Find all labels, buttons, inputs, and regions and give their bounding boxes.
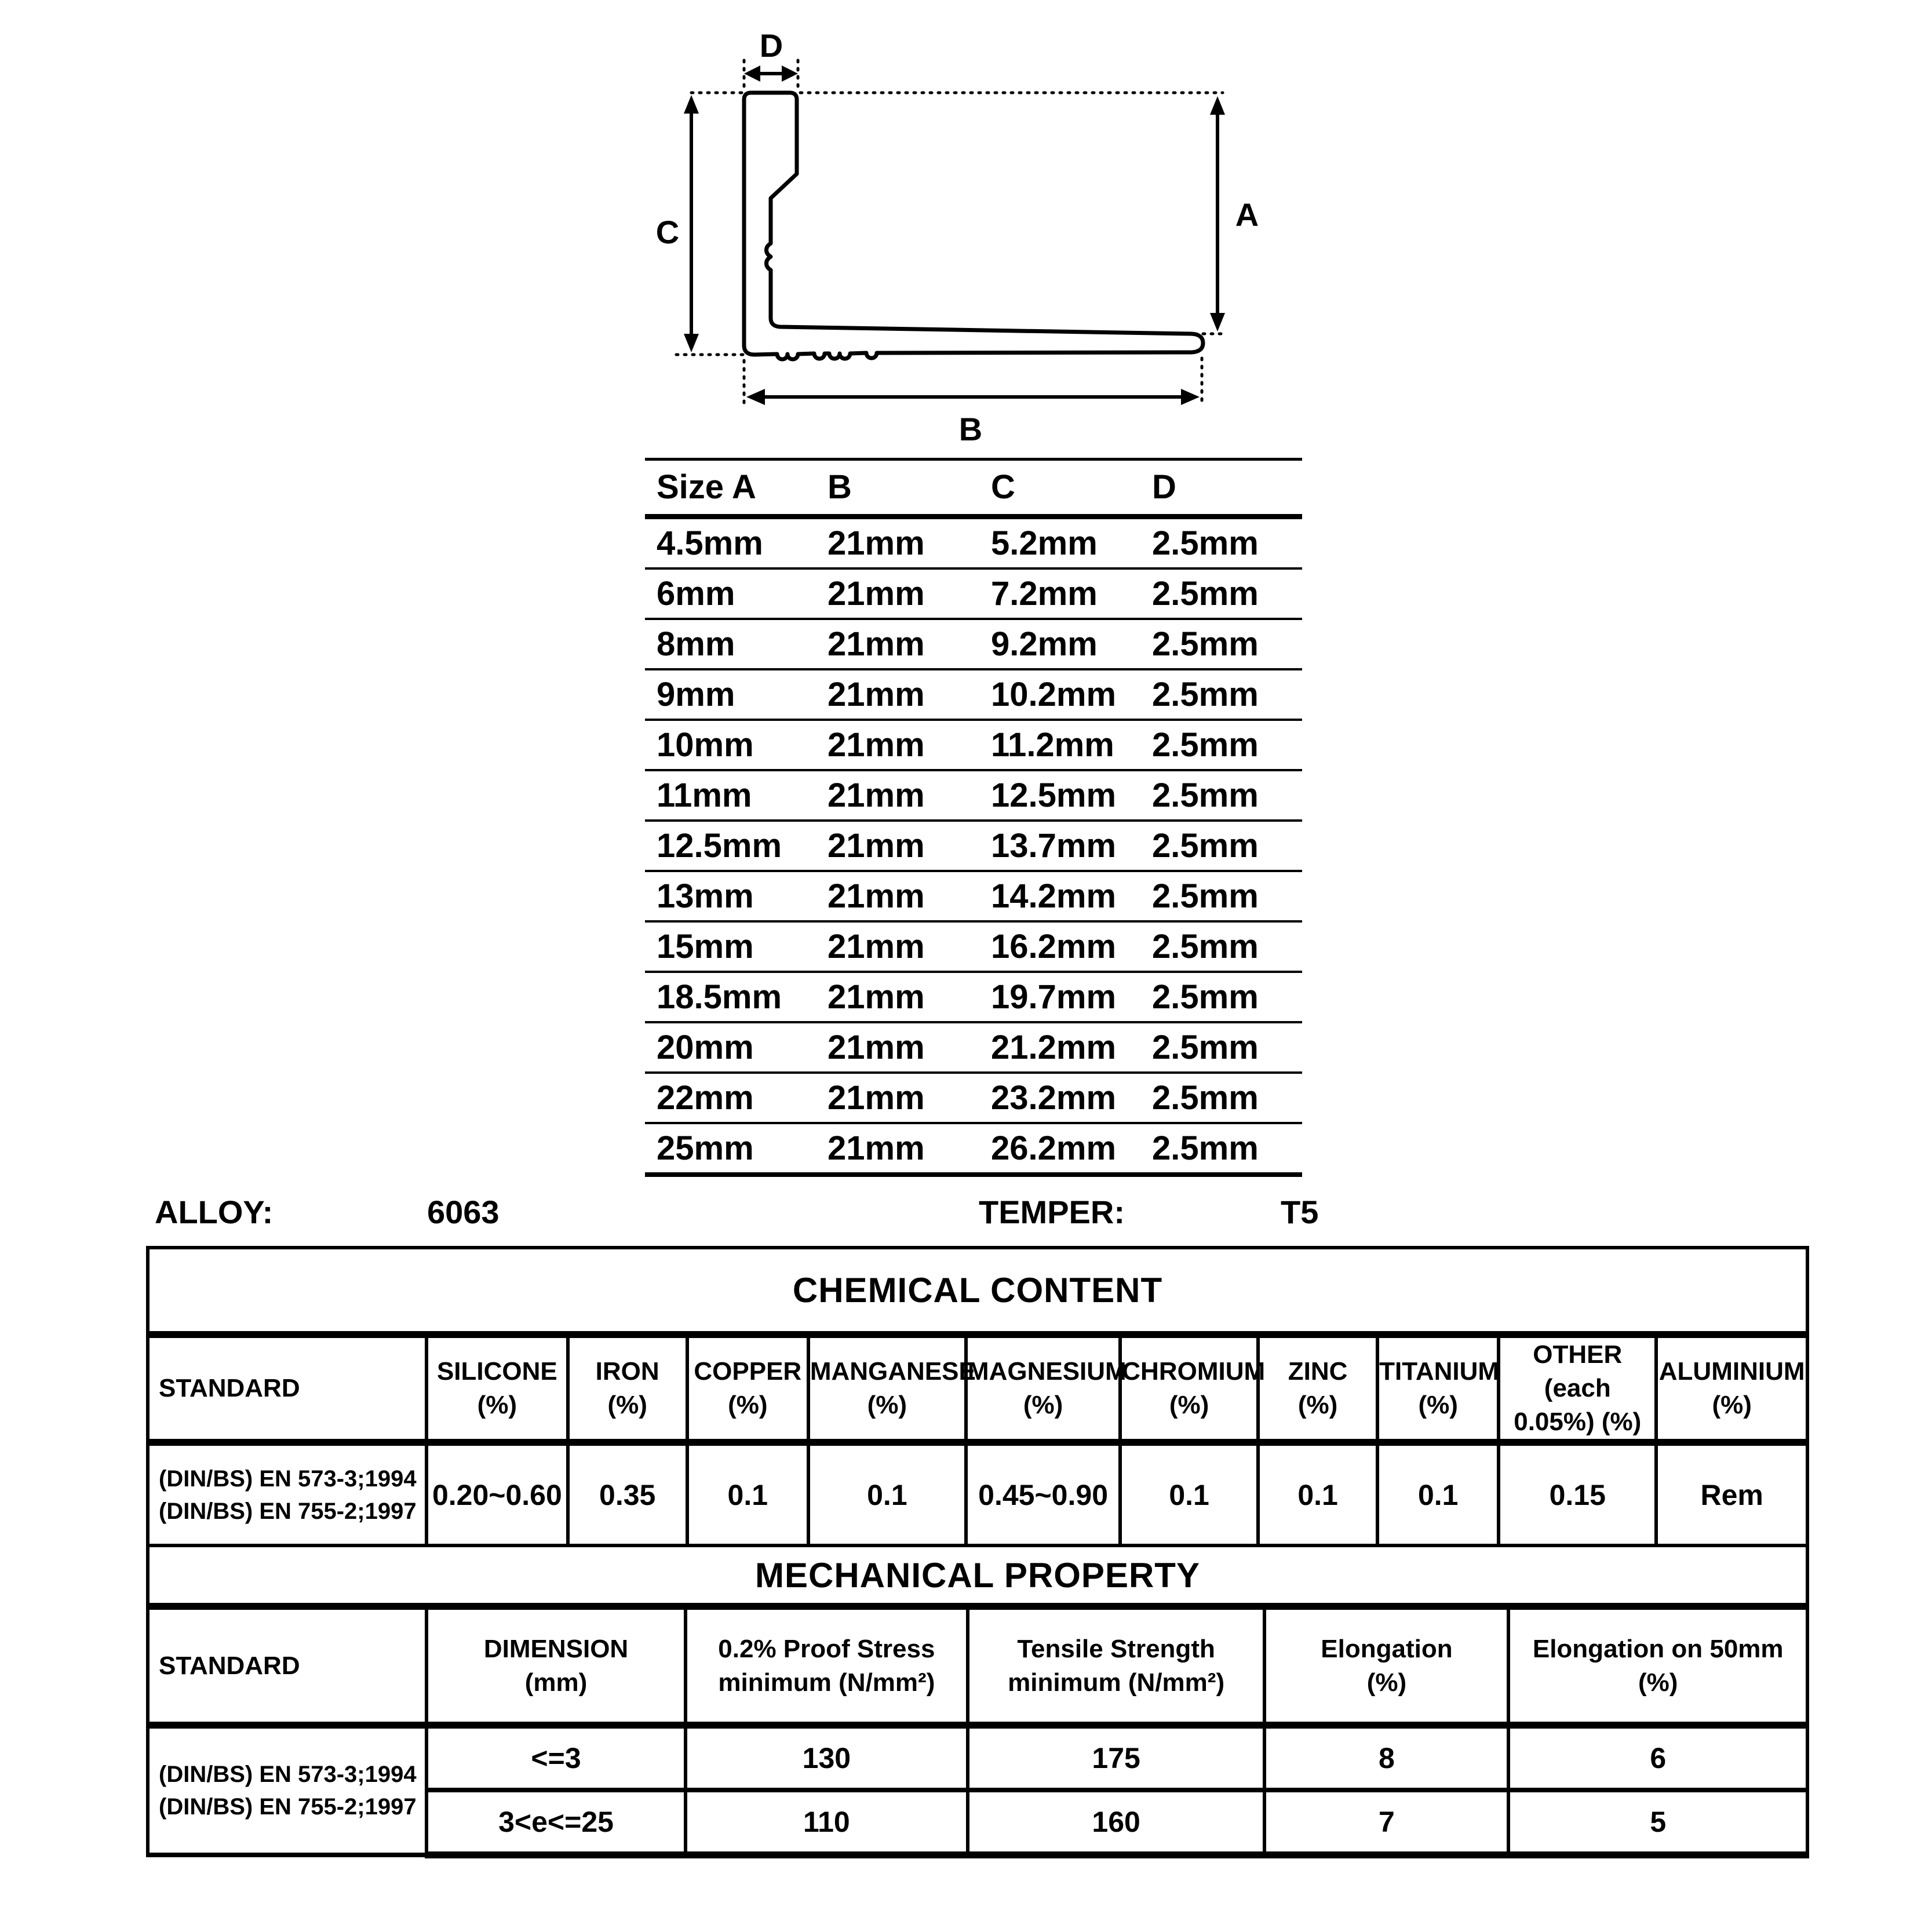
size-cell: 2.5mm <box>1140 921 1302 972</box>
mech-value: 130 <box>686 1725 968 1790</box>
size-cell: 7.2mm <box>979 568 1140 619</box>
arrowhead <box>782 65 798 82</box>
chem-value: 0.1 <box>1377 1442 1499 1545</box>
size-cell: 26.2mm <box>979 1123 1140 1175</box>
size-col-header-c: C <box>979 460 1140 517</box>
size-cell: 21mm <box>816 1022 979 1073</box>
chem-value: 0.45~0.90 <box>966 1442 1120 1545</box>
size-cell: 21mm <box>816 720 979 770</box>
mechanical-title: MECHANICAL PROPERTY <box>148 1545 1807 1606</box>
table-row <box>645 517 1302 569</box>
size-cell: 21mm <box>816 770 979 821</box>
alloy-value: 6063 <box>427 1194 500 1230</box>
table-row <box>645 568 1302 619</box>
chem-standard-cell: (DIN/BS) EN 573-3;1994 (DIN/BS) EN 755-2;1997 <box>148 1442 427 1545</box>
table-row <box>645 921 1302 972</box>
size-cell: 14.2mm <box>979 871 1140 921</box>
mech-col-header: 0.2% Proof Stress minimum (N/mm²) <box>686 1606 968 1725</box>
temper-label: TEMPER: <box>979 1194 1125 1230</box>
chem-value: 0.35 <box>568 1442 687 1545</box>
size-cell: 25mm <box>645 1123 816 1175</box>
size-cell: 2.5mm <box>1140 821 1302 871</box>
size-cell: 21mm <box>816 619 979 669</box>
size-cell: 16.2mm <box>979 921 1140 972</box>
size-cell: 10.2mm <box>979 669 1140 720</box>
chem-value: 0.1 <box>808 1442 966 1545</box>
chem-col-header: IRON (%) <box>568 1335 687 1442</box>
size-cell: 9mm <box>645 669 816 720</box>
chemical-header-row <box>148 1335 1807 1442</box>
arrowhead <box>684 334 699 352</box>
mech-standard-cell: (DIN/BS) EN 573-3;1994 (DIN/BS) EN 755-2;1997 <box>148 1725 427 1855</box>
size-cell: 13.7mm <box>979 821 1140 871</box>
size-cell: 15mm <box>645 921 816 972</box>
size-cell: 21mm <box>816 568 979 619</box>
size-cell: 5.2mm <box>979 517 1140 569</box>
size-cell: 23.2mm <box>979 1073 1140 1123</box>
table-row <box>645 1022 1302 1073</box>
mechanical-title-row <box>148 1545 1807 1606</box>
chem-col-header: ZINC (%) <box>1258 1335 1377 1442</box>
mech-value: <=3 <box>427 1725 686 1790</box>
chemical-title-row <box>148 1248 1807 1335</box>
size-cell: 21mm <box>816 517 979 569</box>
size-cell: 4.5mm <box>645 517 816 569</box>
size-cell: 2.5mm <box>1140 720 1302 770</box>
temper-value: T5 <box>1281 1194 1319 1230</box>
size-cell: 6mm <box>645 568 816 619</box>
size-table <box>645 458 1302 1177</box>
size-cell: 21.2mm <box>979 1022 1140 1073</box>
mech-col-header: STANDARD <box>148 1606 427 1725</box>
table-row <box>645 821 1302 871</box>
size-cell: 20mm <box>645 1022 816 1073</box>
arrowhead <box>744 65 760 82</box>
size-cell: 21mm <box>816 871 979 921</box>
arrowhead <box>1181 389 1200 405</box>
chem-col-header: MAGNESIUM (%) <box>966 1335 1120 1442</box>
size-cell: 8mm <box>645 619 816 669</box>
size-cell: 13mm <box>645 871 816 921</box>
size-cell: 19.7mm <box>979 972 1140 1022</box>
chem-col-header: OTHER (each 0.05%) (%) <box>1499 1335 1656 1442</box>
size-cell: 11.2mm <box>979 720 1140 770</box>
arrowhead <box>746 389 765 405</box>
table-row <box>645 669 1302 720</box>
size-cell: 22mm <box>645 1073 816 1123</box>
mech-col-header: Elongation (%) <box>1264 1606 1508 1725</box>
table-row <box>645 972 1302 1022</box>
size-cell: 2.5mm <box>1140 770 1302 821</box>
size-cell: 2.5mm <box>1140 568 1302 619</box>
chemical-data-row <box>148 1442 1807 1545</box>
profile-cross-section-diagram <box>637 12 1304 452</box>
mech-col-header: Elongation on 50mm (%) <box>1508 1606 1807 1725</box>
dim-label-d: D <box>759 27 783 64</box>
size-cell: 21mm <box>816 921 979 972</box>
mech-value: 160 <box>968 1790 1265 1855</box>
size-cell: 10mm <box>645 720 816 770</box>
chem-value: 0.1 <box>687 1442 808 1545</box>
arrowhead <box>684 95 699 114</box>
table-row <box>645 770 1302 821</box>
chem-value: 0.15 <box>1499 1442 1656 1545</box>
mech-value: 5 <box>1508 1790 1807 1855</box>
dim-label-b: B <box>958 411 983 447</box>
dim-label-c: C <box>655 214 680 250</box>
chem-col-header: CHROMIUM (%) <box>1120 1335 1258 1442</box>
mechanical-property-table <box>146 1544 1809 1858</box>
size-cell: 18.5mm <box>645 972 816 1022</box>
size-cell: 12.5mm <box>645 821 816 871</box>
size-cell: 2.5mm <box>1140 871 1302 921</box>
size-cell: 12.5mm <box>979 770 1140 821</box>
table-row <box>645 1123 1302 1175</box>
table-row <box>645 720 1302 770</box>
mech-value: 6 <box>1508 1725 1807 1790</box>
mechanical-data-row <box>148 1725 1807 1790</box>
size-table-header-row <box>645 460 1302 517</box>
size-col-header-d: D <box>1140 460 1302 517</box>
chem-col-header: TITANIUM (%) <box>1377 1335 1499 1442</box>
table-row <box>645 871 1302 921</box>
chem-value: 0.1 <box>1120 1442 1258 1545</box>
mech-value: 175 <box>968 1725 1265 1790</box>
arrowhead <box>1210 313 1225 331</box>
mech-col-header: Tensile Strength minimum (N/mm²) <box>968 1606 1265 1725</box>
size-cell: 21mm <box>816 821 979 871</box>
chem-col-header: ALUMINIUM (%) <box>1656 1335 1807 1442</box>
chem-col-header: COPPER (%) <box>687 1335 808 1442</box>
chem-value: Rem <box>1656 1442 1807 1545</box>
size-cell: 2.5mm <box>1140 517 1302 569</box>
chem-col-header: MANGANESE (%) <box>808 1335 966 1442</box>
size-cell: 21mm <box>816 972 979 1022</box>
size-cell: 21mm <box>816 669 979 720</box>
chem-value: 0.20~0.60 <box>427 1442 567 1545</box>
size-cell: 2.5mm <box>1140 972 1302 1022</box>
size-col-header-b: B <box>816 460 979 517</box>
mech-value: 7 <box>1264 1790 1508 1855</box>
profile-outline <box>744 93 1203 359</box>
chemical-content-table <box>146 1246 1809 1547</box>
size-cell: 2.5mm <box>1140 1123 1302 1175</box>
mech-col-header: DIMENSION (mm) <box>427 1606 686 1725</box>
size-col-header-a: Size A <box>645 460 816 517</box>
spec-tables <box>146 1246 1809 1858</box>
chemical-title: CHEMICAL CONTENT <box>148 1248 1807 1335</box>
chem-col-header: SILICONE (%) <box>427 1335 567 1442</box>
chem-value: 0.1 <box>1258 1442 1377 1545</box>
arrowhead <box>1210 96 1225 115</box>
table-row <box>645 619 1302 669</box>
alloy-temper-line <box>146 1193 1809 1232</box>
mech-value: 3<e<=25 <box>427 1790 686 1855</box>
size-cell: 2.5mm <box>1140 669 1302 720</box>
size-cell: 9.2mm <box>979 619 1140 669</box>
mech-value: 8 <box>1264 1725 1508 1790</box>
size-cell: 2.5mm <box>1140 619 1302 669</box>
mechanical-header-row <box>148 1606 1807 1725</box>
size-cell: 2.5mm <box>1140 1073 1302 1123</box>
table-row <box>645 1073 1302 1123</box>
size-cell: 11mm <box>645 770 816 821</box>
alloy-label: ALLOY: <box>155 1194 274 1230</box>
size-cell: 21mm <box>816 1123 979 1175</box>
mech-value: 110 <box>686 1790 968 1855</box>
size-cell: 2.5mm <box>1140 1022 1302 1073</box>
dim-label-a: A <box>1235 196 1259 233</box>
chem-col-header: STANDARD <box>148 1335 427 1442</box>
size-cell: 21mm <box>816 1073 979 1123</box>
